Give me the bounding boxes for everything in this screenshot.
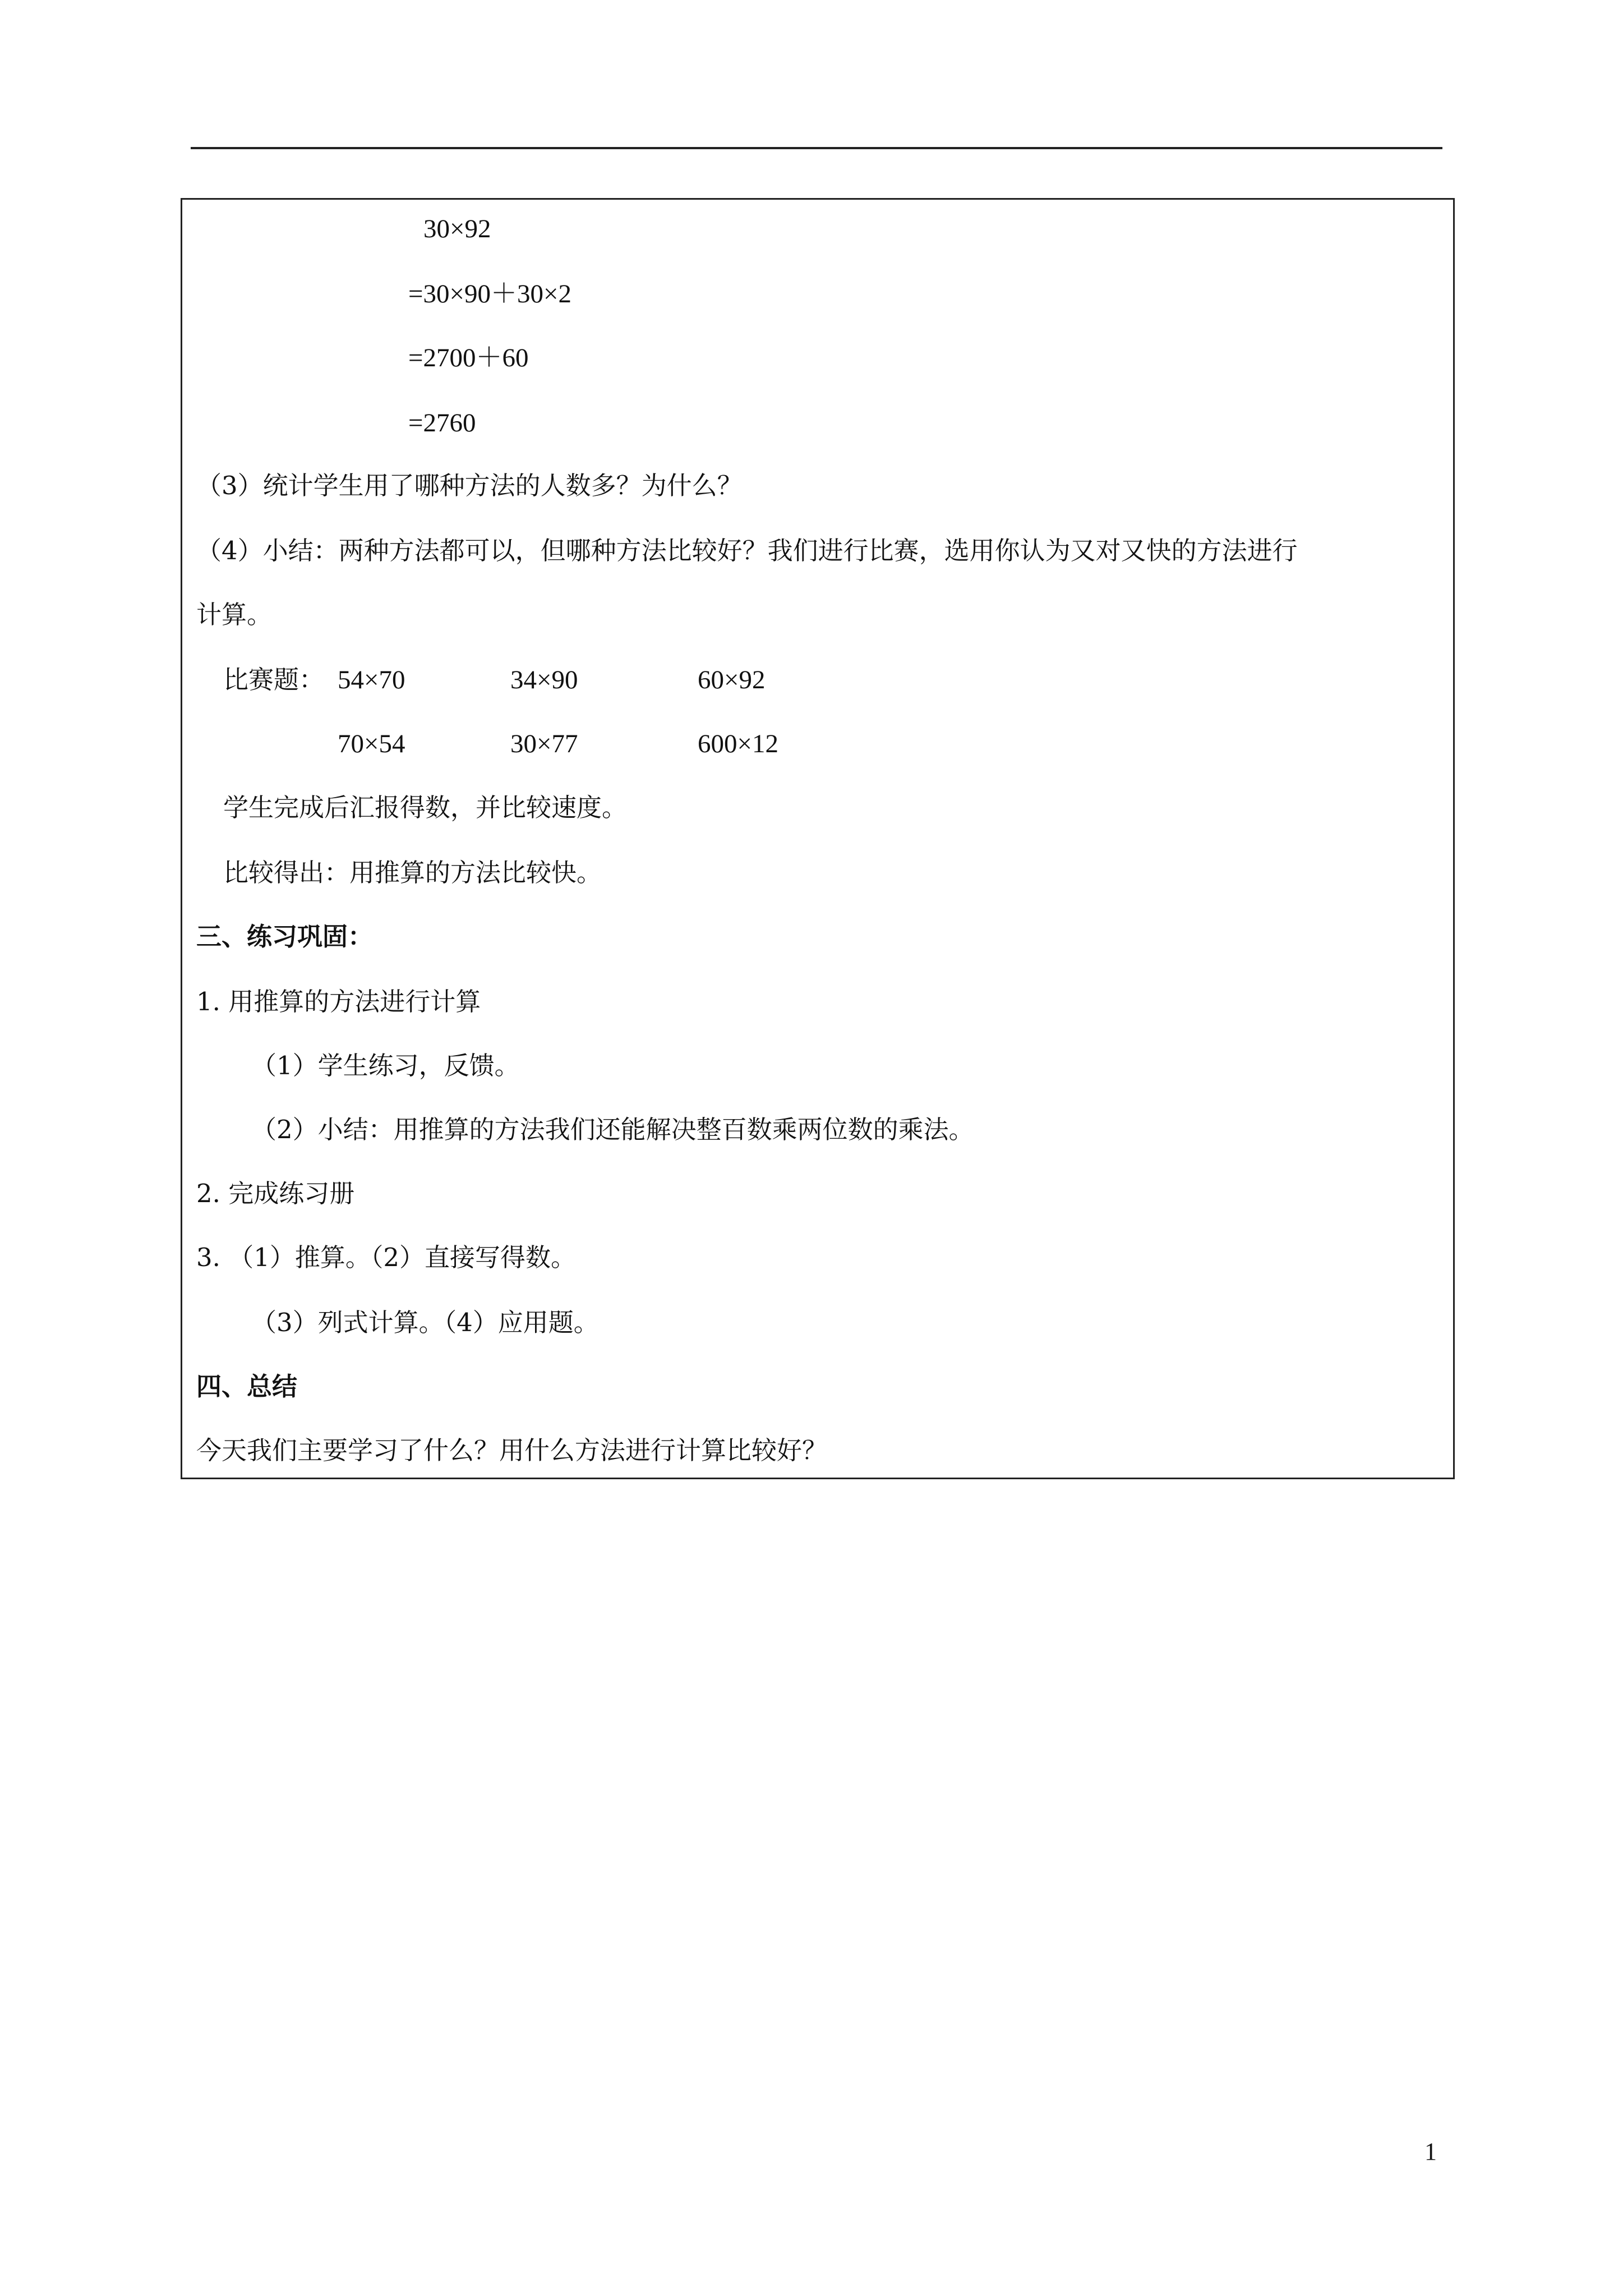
practice-item-3: 3. （1）推算。（2）直接写得数。 <box>196 1243 577 1272</box>
step-4-text-continued: 计算。 <box>196 600 273 629</box>
contest-problem: 54×70 <box>338 665 405 694</box>
practice-item-3-continued: （3）列式计算。（4）应用题。 <box>251 1308 599 1337</box>
practice-item-1-sub-2: （2）小结：用推算的方法我们还能解决整百数乘两位数的乘法。 <box>251 1115 974 1144</box>
practice-item-1: 1. 用推算的方法进行计算 <box>196 987 481 1016</box>
contest-problem: 34×90 <box>510 665 578 694</box>
practice-item-2: 2. 完成练习册 <box>196 1179 355 1208</box>
page-number: 1 <box>1424 2138 1437 2165</box>
calc-step-2: =2700＋60 <box>408 343 529 372</box>
lesson-content-box <box>181 198 1455 1479</box>
summary-question: 今天我们主要学习了什么？用什么方法进行计算比较好？ <box>196 1435 828 1465</box>
contest-problem: 70×54 <box>338 729 405 758</box>
contest-report: 学生完成后汇报得数，并比较速度。 <box>223 793 628 822</box>
contest-problem: 600×12 <box>698 729 779 758</box>
calc-expression: 30×92 <box>423 214 491 243</box>
contest-conclusion: 比较得出：用推算的方法比较快。 <box>223 858 602 887</box>
contest-label: 比赛题： <box>223 665 325 694</box>
header-rule <box>191 147 1442 149</box>
practice-item-1-sub-1: （1）学生练习，反馈。 <box>251 1051 520 1080</box>
step-4-text: （4）小结：两种方法都可以，但哪种方法比较好？我们进行比赛，选用你认为又对又快的方法进行 <box>196 536 1298 565</box>
section-3-heading: 三、练习巩固： <box>196 922 374 951</box>
contest-problem: 60×92 <box>698 665 766 694</box>
calc-result: =2760 <box>408 408 476 438</box>
section-4-heading: 四、总结 <box>196 1372 298 1401</box>
contest-problem: 30×77 <box>510 729 578 758</box>
step-3-text: （3）统计学生用了哪种方法的人数多？为什么？ <box>196 471 743 500</box>
calc-step-1: =30×90＋30×2 <box>408 279 572 309</box>
